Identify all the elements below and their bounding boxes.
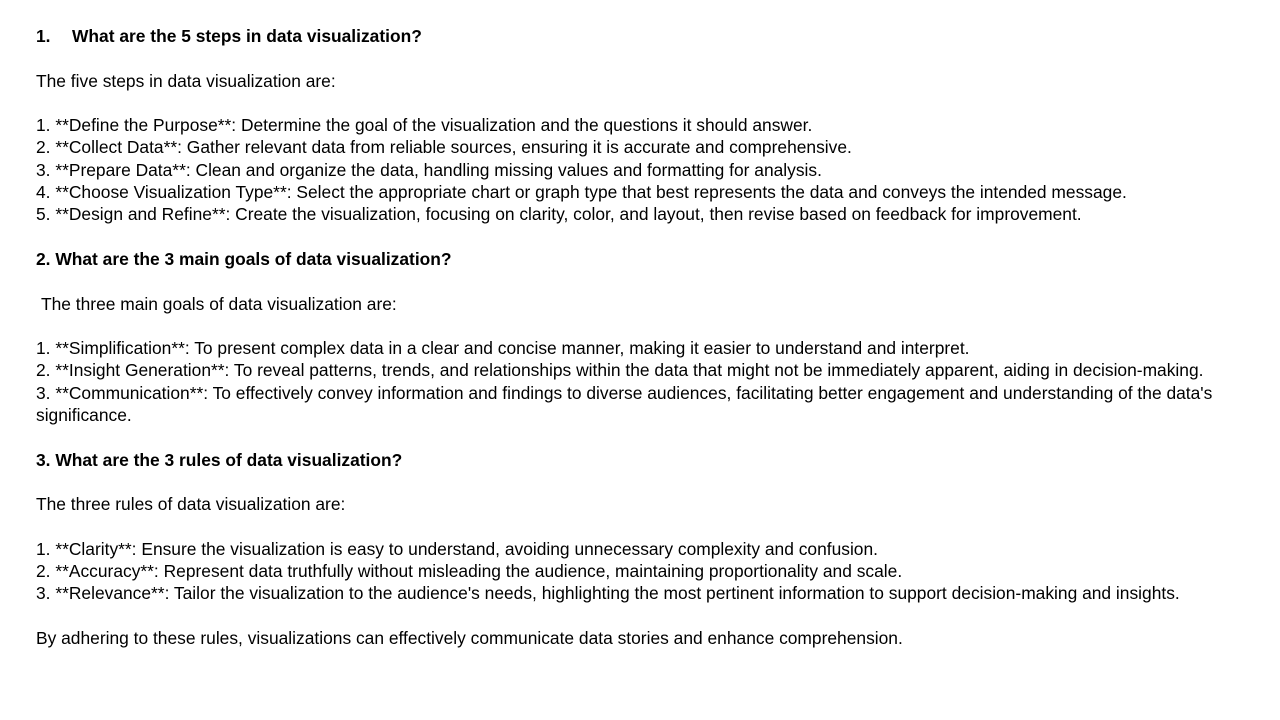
spacer xyxy=(36,315,1236,337)
question-1-item: 3. **Prepare Data**: Clean and organize the data, handling missing values and formatting for analysis. xyxy=(36,159,822,180)
question-3-item: 2. **Accuracy**: Represent data truthfully without misleading the audience, maintaining proportionality and scale. xyxy=(36,561,903,582)
question-1-item: 5. **Design and Refine**: Create the visualization, focusing on clarity, color, and layout, then revise based on feedback for improvement. xyxy=(36,204,1082,225)
question-3-heading: 3. What are the 3 rules of data visualization? xyxy=(36,449,403,470)
spacer xyxy=(36,47,1236,69)
spacer xyxy=(36,226,1236,248)
question-1-intro: The five steps in data visualization are: xyxy=(36,70,336,91)
spacer xyxy=(36,516,1236,538)
spacer xyxy=(36,426,1236,448)
question-2-item: 2. **Insight Generation**: To reveal patterns, trends, and relationships within the data that might not be immediately apparent, aiding in decision-making. xyxy=(36,360,1204,381)
spacer xyxy=(36,605,1236,627)
question-1-number: 1. xyxy=(36,26,51,46)
question-1-item: 4. **Choose Visualization Type**: Select the appropriate chart or graph type that best represents the data and conveys the intended message. xyxy=(36,182,1127,203)
spacer xyxy=(36,92,1236,114)
question-2-item: 3. **Communication**: To effectively convey information and findings to diverse audiences, facilitating better engagement and understanding of the data's significance. xyxy=(36,382,1218,426)
question-1-item: 2. **Collect Data**: Gather relevant data from reliable sources, ensuring it is accurate and comprehensive. xyxy=(36,137,852,158)
question-1-title: What are the 5 steps in data visualization? xyxy=(72,26,422,46)
question-3-item: 3. **Relevance**: Tailor the visualization to the audience's needs, highlighting the most pertinent information to support decision-making and insights. xyxy=(36,583,1180,604)
spacer xyxy=(36,471,1236,493)
question-1-item: 1. **Define the Purpose**: Determine the goal of the visualization and the questions it should answer. xyxy=(36,115,813,136)
question-1-heading xyxy=(36,25,1236,47)
question-3-item: 1. **Clarity**: Ensure the visualization is easy to understand, avoiding unnecessary complexity and confusion. xyxy=(36,538,878,559)
question-2-heading: 2. What are the 3 main goals of data visualization? xyxy=(36,248,452,269)
question-3-intro: The three rules of data visualization are: xyxy=(36,494,346,515)
question-2-intro: The three main goals of data visualization are: xyxy=(41,293,397,314)
document-page xyxy=(36,25,1236,649)
spacer xyxy=(36,270,1236,292)
question-2-item: 1. **Simplification**: To present complex data in a clear and concise manner, making it easier to understand and interpret. xyxy=(36,338,970,359)
conclusion: By adhering to these rules, visualizations can effectively communicate data stories and enhance comprehension. xyxy=(36,628,903,649)
